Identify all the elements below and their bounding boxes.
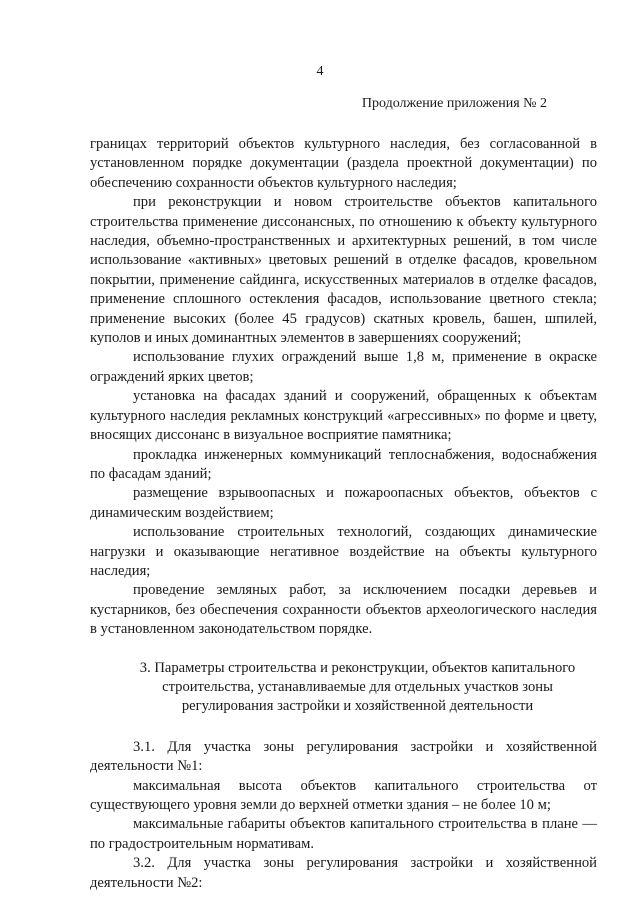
paragraph: прокладка инженерных коммуникаций теплоснабжения, водоснабжения по фасадам зданий; <box>90 446 597 482</box>
section-heading-line: строительства, устанавливаемые для отдельных участков зоны <box>162 678 553 695</box>
paragraph: максимальная высота объектов капитального строительства от существующего уровня земли до верхней отметки здания – не более 10 м; <box>90 777 597 813</box>
page-number: 4 <box>316 64 324 79</box>
appendix-continuation: Продолжение приложения № 2 <box>361 96 547 111</box>
paragraph: 3.2. Для участка зоны регулирования застройки и хозяйственной деятельности №2: <box>90 855 597 891</box>
section-heading <box>90 659 597 717</box>
paragraph: размещение взрывоопасных и пожароопасных объектов, объектов с динамическим воздействием; <box>90 485 597 521</box>
paragraph: границах территорий объектов культурного наследия, без согласованной в установленном порядке документации (раздела проектной документации) по обеспечению сохранности объектов культурного наследия; <box>90 136 597 191</box>
paragraph: использование строительных технологий, создающих динамические нагрузки и оказывающие негативное воздействие на объекты культурного наследия; <box>90 524 597 579</box>
paragraph: максимальные габариты объектов капитального строительства в плане — по градостроительным нормативам. <box>90 816 597 852</box>
paragraph: при реконструкции и новом строительстве объектов капитального строительства применение диссонансных, по отношению к объекту культурного наследия, объемно-пространственных и архитектурных решений, в том числе использование «активных» цветовых решений в отделке фасадов, кровельном покрытии, применение сайдинга, искусственных материалов в отделке фасадов, применение сплошного остекления фасадов, использование цветного стекла; применение высоких (более 45 градусов) скатных кровель, башен, шпилей, куполов и иных доминантных элементов в завершениях сооружений; <box>90 194 597 347</box>
paragraph: проведение земляных работ, за исключением посадки деревьев и кустарников, без обеспечения сохранности объектов археологического наследия в установленном законодательством порядке. <box>90 582 597 638</box>
paragraph: использование глухих ограждений выше 1,8 м, применение в окраске ограждений ярких цветов; <box>90 349 597 385</box>
section-heading-line: 3. Параметры строительства и реконструкции, объектов капитального <box>139 659 576 676</box>
section-heading-line: регулирования застройки и хозяйственной деятельности <box>181 698 534 715</box>
paragraph: установка на фасадах зданий и сооружений, обращенных к объектам культурного наследия рекламных конструкций «агрессивных» по форме и цвету, вносящих диссонанс в визуальное восприятие памятника; <box>90 388 597 444</box>
paragraph: 3.1. Для участка зоны регулирования застройки и хозяйственной деятельности №1: <box>90 738 597 775</box>
document-body <box>90 135 597 893</box>
